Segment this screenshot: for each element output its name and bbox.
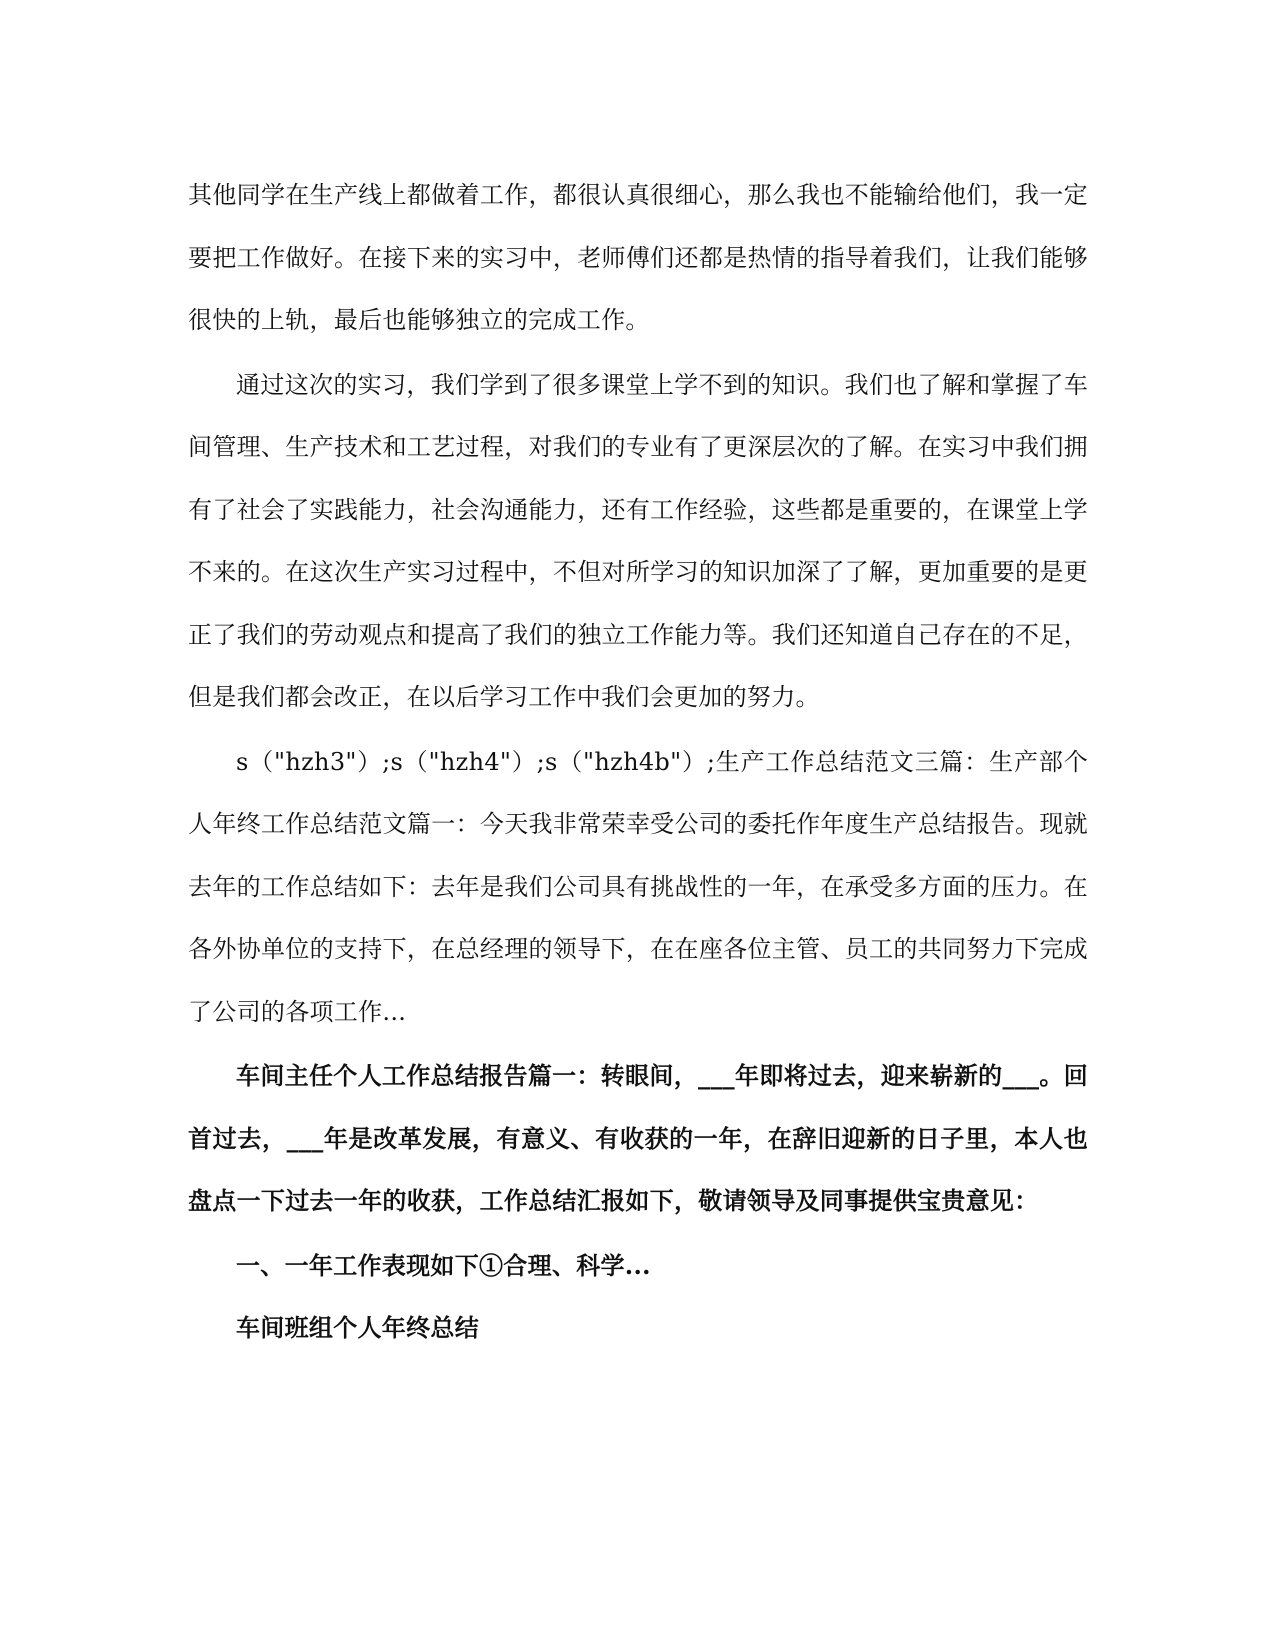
- paragraph-internship-summary: 通过这次的实习，我们学到了很多课堂上学不到的知识。我们也了解和掌握了车间管理、生产技术和工艺过程，对我们的专业有了更深层次的了解。在实习中我们拥有了社会了实践能力，社会沟通能力，还有工作经验，这些都是重要的，在课堂上学不来的。在这次生产实习过程中，不但对所学习的知识加深了了解，更加重要的是更正了我们的劳动观点和提高了我们的独立工作能力等。我们还知道自己存在的不足，但是我们都会改正，在以后学习工作中我们会更加的努力。: [188, 370, 1088, 711]
- paragraph-team-year-end-title: 车间班组个人年终总结: [236, 1313, 479, 1342]
- document-body: [188, 164, 1088, 1360]
- paragraph-workshop-director-report: 车间主任个人工作总结报告篇一：转眼间，___年即将过去，迎来崭新的___。回首过去，___年是改革发展，有意义、有收获的一年，在辞旧迎新的日子里，本人也盘点一下过去一年的收获，工作总结汇报如下，敬请领导及同事提供宝贵意见：: [188, 1061, 1088, 1215]
- paragraph-internship-continuation: 其他同学在生产线上都做着工作，都很认真很细心，那么我也不能输给他们，我一定要把工作做好。在接下来的实习中，老师傅们还都是热情的指导着我们，让我们能够很快的上轨，最后也能够独立的完成工作。: [188, 181, 1088, 334]
- paragraph-production-summary: s（"hzh3"）;s（"hzh4"）;s（"hzh4b"）;生产工作总结范文三篇：生产部个人年终工作总结范文篇一：今天我非常荣幸受公司的委托作年度生产总结报告。现就去年的工作总结如下：去年是我们公司具有挑战性的一年，在承受多方面的压力。在各外协单位的支持下，在总经理的领导下，在在座各位主管、员工的共同努力下完成了公司的各项工作...: [188, 747, 1088, 1026]
- paragraph-work-performance: 一、一年工作表现如下①合理、科学...: [236, 1250, 651, 1280]
